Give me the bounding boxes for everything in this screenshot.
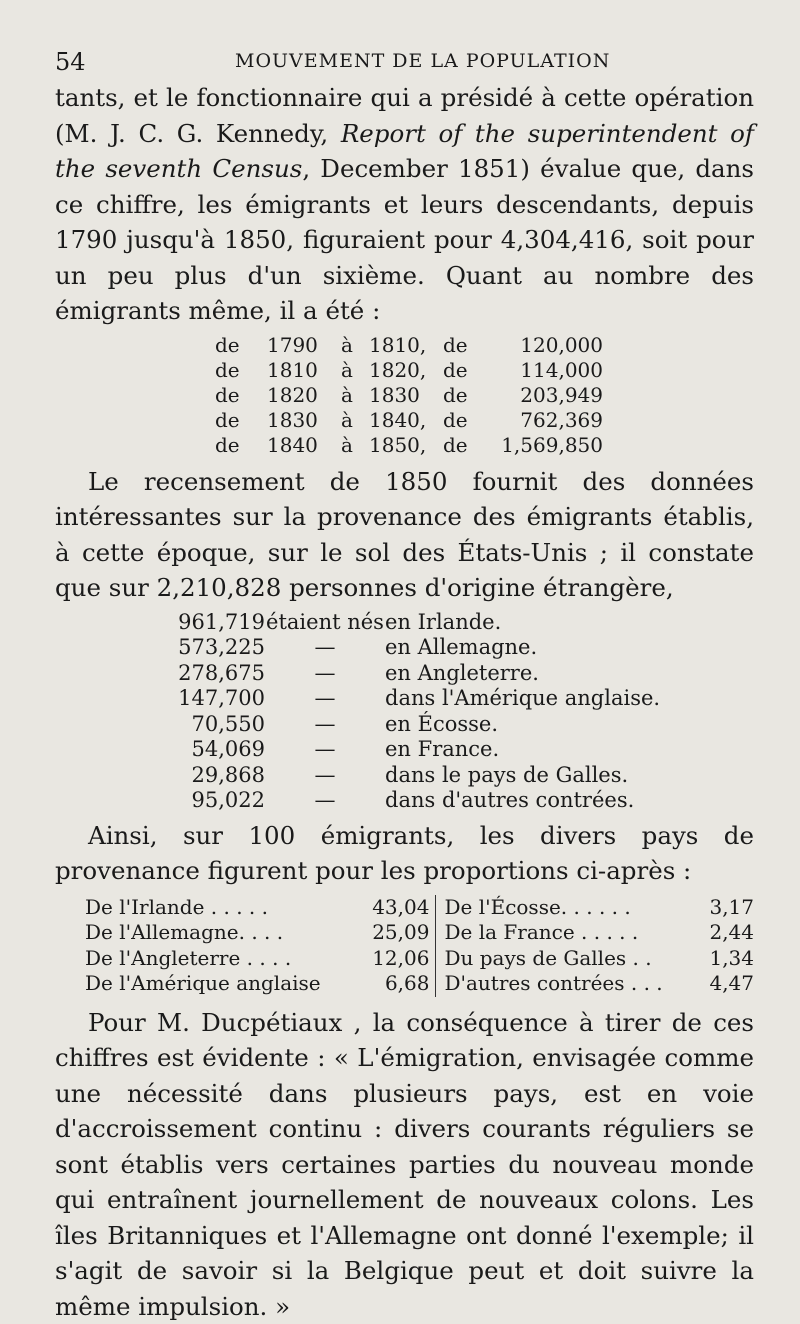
table-row: De l'Amérique anglaise 6,68 [85,971,429,997]
table-row: 95,022 — dans d'autres contrées. [170,788,754,814]
table-row: 961,719 étaient nés en Irlande. [170,610,754,636]
table-row: De l'Angleterre . . . . 12,06 [85,946,429,972]
paragraph-ducpetiaux: Pour M. Ducpétiaux , la conséquence à tirer de ces chiffres est évidente : « L'émigration, envisagée comme une nécessité dans plusieurs pays, est en voie d'accroissement continu : divers courants réguliers se sont établis vers certaines parties du nouveau monde qui entraînent journellement de nouveaux colons. Les îles Britanniques et l'Allemagne ont donné l'exemple; il s'agit de savoir si la Belgique peut et doit suivre la même impulsion. » [55,1005,754,1324]
paragraph-census: tants, et le fonctionnaire qui a présidé à cette opération (M. J. C. G. Kennedy, Report of the superintendent of the seventh Census, December 1851) évalue que, dans ce chiffre, les émigrants et leurs descendants, depuis 1790 jusqu'à 1850, figuraient pour 4,304,416, soit pour un peu plus d'un sixième. Quant au nombre des émigrants même, il a été : [55,80,754,329]
origins-table [170,610,754,814]
proportions-table [85,895,754,997]
table-row: De l'Irlande . . . . . 43,04 [85,895,429,921]
table-row: De la France . . . . . 2,44 [444,920,754,946]
proportions-left-column [85,895,436,997]
table-row: de 1840 à 1850, de 1,569,850 [215,433,754,458]
table-row: de 1830 à 1840, de 762,369 [215,408,754,433]
paragraph-proportions: Ainsi, sur 100 émigrants, les divers pays de provenance figurent pour les proportions ci-après : [55,818,754,889]
table-row: 278,675 — en Angleterre. [170,661,754,687]
table-row: D'autres contrées . . . 4,47 [444,971,754,997]
table-row: 147,700 — dans l'Amérique anglaise. [170,686,754,712]
table-row: 54,069 — en France. [170,737,754,763]
table-row: 29,868 — dans le pays de Galles. [170,763,754,789]
emigrants-by-period-table [215,333,754,458]
table-row: 573,225 — en Allemagne. [170,635,754,661]
table-row: Du pays de Galles . . 1,34 [444,946,754,972]
report-title: Report of the superintendent of the seventh Census [55,119,754,184]
page-number: 54 [55,48,86,76]
page-header [55,40,754,80]
table-row: 70,550 — en Écosse. [170,712,754,738]
table-row: de 1810 à 1820, de 114,000 [215,358,754,383]
running-title: MOUVEMENT DE LA POPULATION [235,50,610,72]
table-row: De l'Allemagne. . . . 25,09 [85,920,429,946]
table-row: De l'Écosse. . . . . . 3,17 [444,895,754,921]
paragraph-recensement: Le recensement de 1850 fournit des données intéressantes sur la provenance des émigrants établis, à cette époque, sur le sol des États-Unis ; il constate que sur 2,210,828 personnes d'origine étrangère, [55,464,754,606]
table-row: de 1790 à 1810, de 120,000 [215,333,754,358]
proportions-right-column [436,895,754,997]
table-row: de 1820 à 1830 de 203,949 [215,383,754,408]
